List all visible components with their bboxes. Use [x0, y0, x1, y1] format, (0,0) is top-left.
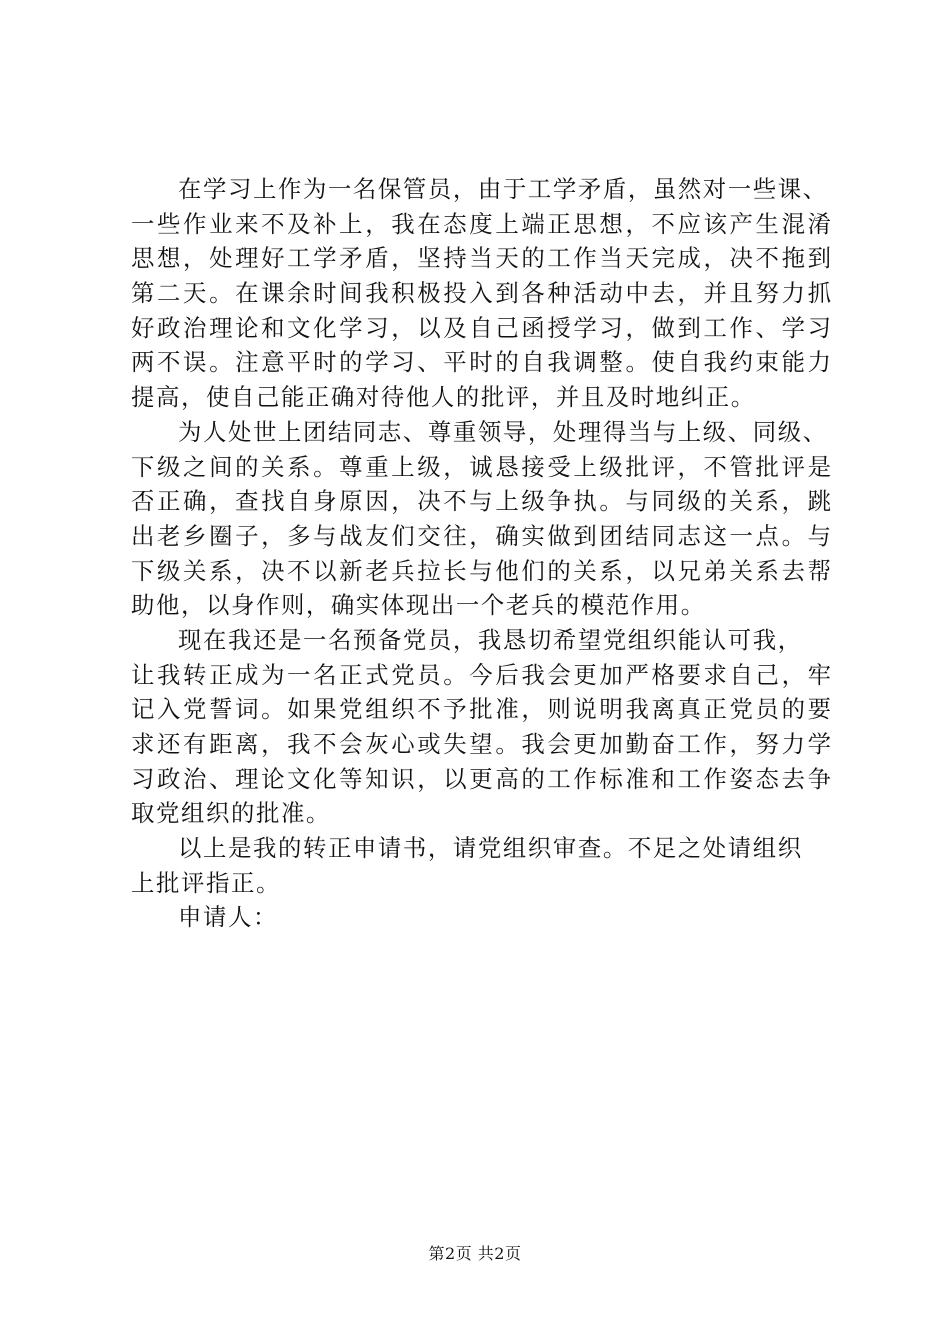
paragraph-1-line-5: 好政治理论和文化学习，以及自己函授学习，做到工作、学习 — [131, 313, 831, 342]
paragraph-4-line-1: 以上是我的转正申请书，请党组织审查。不足之处请组织 — [178, 834, 803, 863]
paragraph-2-line-6: 助他，以身作则，确实体现出一个老兵的模范作用。 — [131, 591, 706, 620]
paragraph-2-line-2: 下级之间的关系。尊重上级，诚恳接受上级批评，不管批评是 — [131, 452, 831, 481]
paragraph-1-line-4: 第二天。在课余时间我积极投入到各种活动中去，并且努力抓 — [131, 279, 831, 308]
paragraph-3-line-6: 取党组织的批准。 — [131, 799, 331, 828]
paragraph-3-line-2: 让我转正成为一名正式党员。今后我会更加严格要求自己，牢 — [131, 660, 831, 689]
paragraph-3-line-4: 求还有距离，我不会灰心或失望。我会更加勤奋工作，努力学 — [131, 730, 831, 758]
paragraph-1-line-3: 思想，处理好工学矛盾，坚持当天的工作当天完成，决不拖到 — [131, 244, 831, 273]
paragraph-4-line-2: 上批评指正。 — [131, 868, 281, 897]
page-number-footer: 第2页 共2页 — [428, 1244, 522, 1263]
applicant-signature-label: 申请人： — [178, 903, 278, 932]
paragraph-1-line-1: 在学习上作为一名保管员，由于工学矛盾，虽然对一些课、 — [178, 175, 828, 203]
paragraph-3-line-1: 现在我还是一名预备党员，我恳切希望党组织能认可我， — [178, 625, 803, 654]
paragraph-2-line-1: 为人处世上团结同志、尊重领导，处理得当与上级、同级、 — [178, 417, 828, 446]
paragraph-2-line-4: 出老乡圈子，多与战友们交往，确实做到团结同志这一点。与 — [131, 521, 831, 550]
paragraph-1-line-2: 一些作业来不及补上，我在态度上端正思想，不应该产生混淆 — [131, 209, 831, 238]
document-body — [131, 172, 831, 935]
paragraph-1-line-7: 提高，使自己能正确对待他人的批评，并且及时地纠正。 — [131, 383, 756, 412]
paragraph-2-line-3: 否正确，查找自身原因，决不与上级争执。与同级的关系，跳 — [131, 487, 831, 516]
paragraph-3-line-5: 习政治、理论文化等知识，以更高的工作标准和工作姿态去争 — [131, 764, 831, 793]
paragraph-1-line-6: 两不误。注意平时的学习、平时的自我调整。使自我约束能力 — [131, 348, 831, 377]
paragraph-3-line-3: 记入党誓词。如果党组织不予批准，则说明我离真正党员的要 — [131, 695, 831, 724]
paragraph-2-line-5: 下级关系，决不以新老兵拉长与他们的关系，以兄弟关系去帮 — [131, 556, 831, 585]
